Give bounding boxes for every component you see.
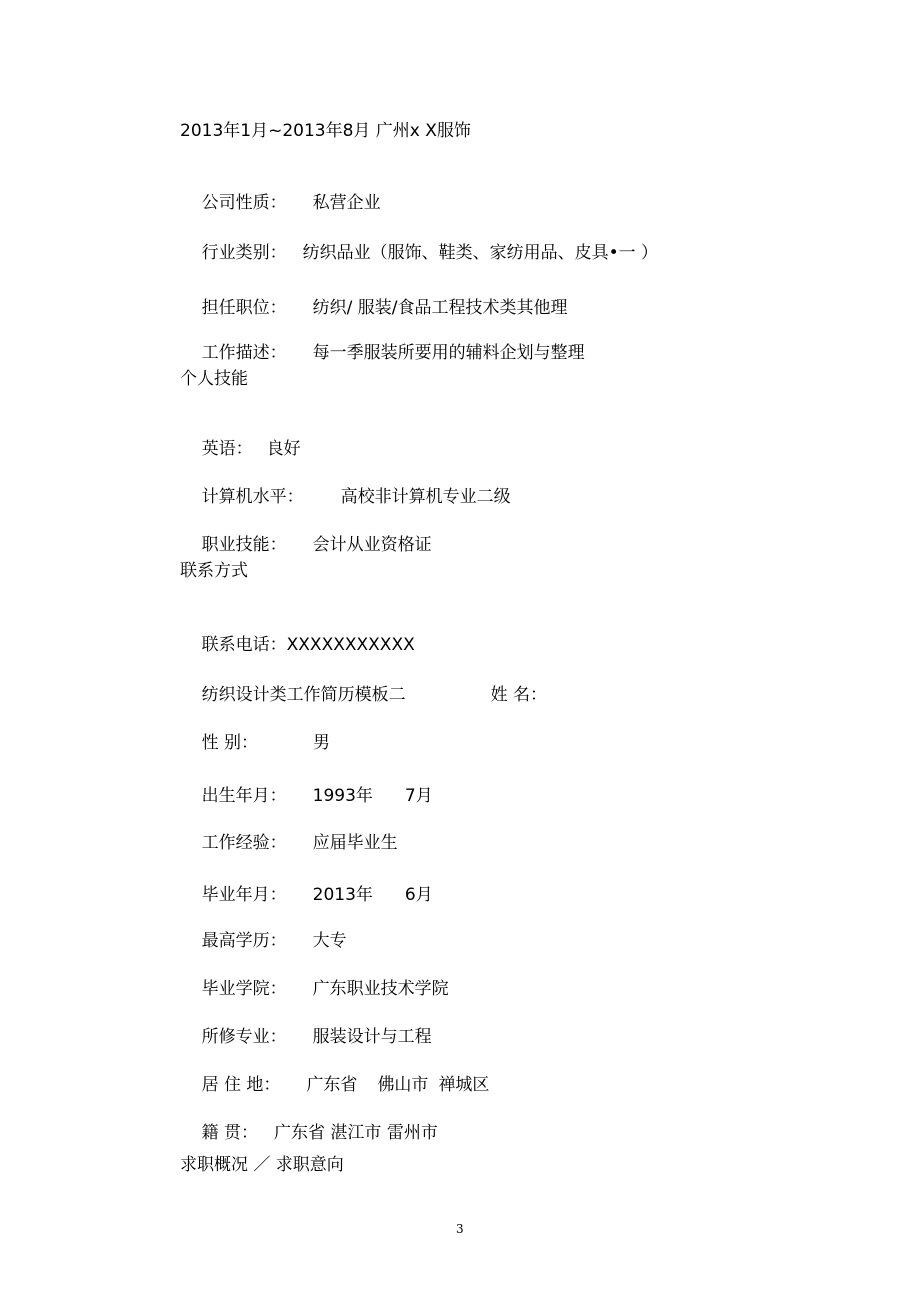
education-label: 最高学历： [201,931,287,951]
contact-heading: 联系方式 [180,561,248,581]
residence-district: 禅城区 [438,1075,490,1095]
gender-value: 男 [313,733,331,753]
residence-label: 居 住 地： [201,1075,281,1095]
job-description-label: 工作描述： [201,343,287,363]
phone-label: 联系电话： [201,635,287,655]
major-value: 服装设计与工程 [312,1027,432,1047]
native-place-value: 广东省 湛江市 雷州市 [274,1123,438,1143]
job-intent-heading: 求职概况 ／ 求职意向 [180,1155,344,1175]
company-nature-value: 私营企业 [312,193,381,213]
gender-label: 性 别： [201,733,259,753]
school-label: 毕业学院： [201,979,287,999]
experience-value: 应届毕业生 [312,833,398,853]
native-place-label: 籍 贯： [201,1123,259,1143]
job-description-value: 每一季服装所要用的辅料企划与整理 [312,343,585,363]
company-nature-label: 公司性质： [201,193,287,213]
industry-label: 行业类别： [201,243,287,263]
birth-label: 出生年月： [201,786,287,806]
computer-level-label: 计算机水平： [201,487,304,507]
computer-level-value: 高校非计算机专业二级 [340,487,511,507]
school-value: 广东职业技术学院 [312,979,449,999]
birth-month: 7月 [404,786,433,806]
position-value: 纺织/ 服装/食品工程技术类其他理 [312,298,568,318]
graduation-month: 6月 [404,885,433,905]
phone-value: XXXXXXXXXXX [286,635,415,655]
birth-year: 1993年 [312,786,373,806]
residence-city: 佛山市 [377,1075,429,1095]
template-title: 纺织设计类工作简历模板二 [201,685,406,705]
name-label: 姓 名： [490,685,548,705]
professional-skill-label: 职业技能： [201,535,287,555]
professional-skill-value: 会计从业资格证 [312,535,432,555]
experience-label: 工作经验： [201,833,287,853]
work-period-header: 2013年1月~2013年8月 广州x X服饰 [180,121,471,141]
english-value: 良好 [266,439,301,459]
position-label: 担任职位： [201,298,287,318]
education-value: 大专 [312,931,347,951]
graduation-label: 毕业年月： [201,885,287,905]
industry-value: 纺织品业（服饰、鞋类、家纺用品、皮具•一 ） [302,243,659,263]
residence-province: 广东省 [306,1075,358,1095]
page-number: 3 [456,1222,464,1236]
graduation-year: 2013年 [312,885,373,905]
skills-heading: 个人技能 [180,369,248,389]
english-label: 英语： [201,439,253,459]
major-label: 所修专业： [201,1027,287,1047]
